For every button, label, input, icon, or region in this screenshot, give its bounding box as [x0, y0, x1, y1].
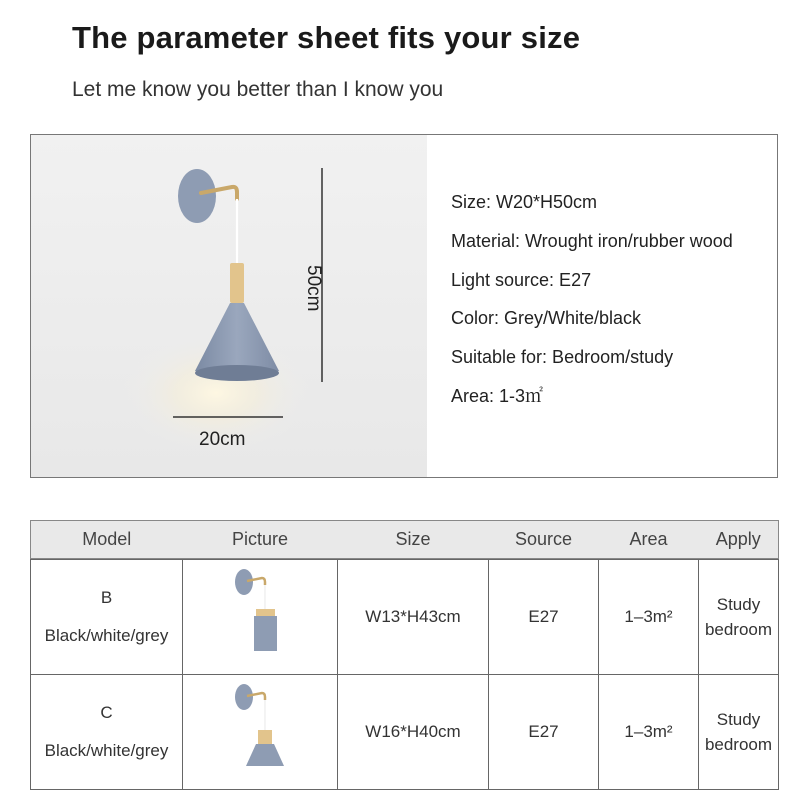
apply-bedroom: bedroom [704, 735, 773, 754]
wall-plate [178, 169, 216, 223]
model-colors: Black/white/grey [44, 741, 169, 760]
model-code: C [100, 703, 113, 722]
spec-area: Area: 1-3㎡ [451, 385, 544, 406]
spec-material: Material: Wrought iron/rubber wood [451, 230, 733, 251]
spec-list [451, 183, 733, 416]
model-cell [31, 675, 183, 790]
height-label: 50cm [303, 265, 324, 312]
spec-panel [30, 134, 778, 478]
picture-cell [183, 560, 338, 675]
apply-bedroom: bedroom [704, 620, 773, 639]
apply-cell [699, 560, 779, 675]
header-model: Model [31, 521, 183, 559]
cylinder-lamp-image [230, 567, 290, 667]
header-area: Area [599, 521, 699, 559]
spec-color: Color: Grey/White/black [451, 308, 642, 329]
page-title: The parameter sheet fits your size [72, 20, 581, 55]
lamp-wood-neck [230, 263, 244, 303]
spec-size: Size: W20*H50cm [451, 192, 598, 212]
size-cell: W13*H43cm [338, 560, 489, 675]
page-subtitle: Let me know you better than I know you [72, 78, 444, 101]
width-label: 20cm [199, 429, 246, 450]
model-table [30, 520, 779, 790]
apply-study: Study [716, 710, 761, 729]
apply-study: Study [716, 595, 761, 614]
header-size: Size [338, 521, 489, 559]
size-cell: W16*H40cm [338, 675, 489, 790]
cone-lamp-image [230, 682, 290, 782]
source-cell: E27 [489, 675, 599, 790]
spec-suitable-for: Suitable for: Bedroom/study [451, 347, 674, 368]
model-cell [31, 560, 183, 675]
spec-light-source: Light source: E27 [451, 269, 592, 290]
lamp-dimension-illustration [31, 135, 427, 477]
area-cell: 1–3m² [599, 560, 699, 675]
table-header-row [31, 521, 779, 559]
table-row [31, 560, 779, 675]
model-code: B [100, 588, 113, 607]
source-cell: E27 [489, 560, 599, 675]
area-cell: 1–3m² [599, 675, 699, 790]
header-picture: Picture [183, 521, 338, 559]
header-apply: Apply [699, 521, 779, 559]
table-row [31, 675, 779, 790]
header-source: Source [489, 521, 599, 559]
model-colors: Black/white/grey [44, 626, 169, 645]
picture-cell [183, 675, 338, 790]
apply-cell [699, 675, 779, 790]
